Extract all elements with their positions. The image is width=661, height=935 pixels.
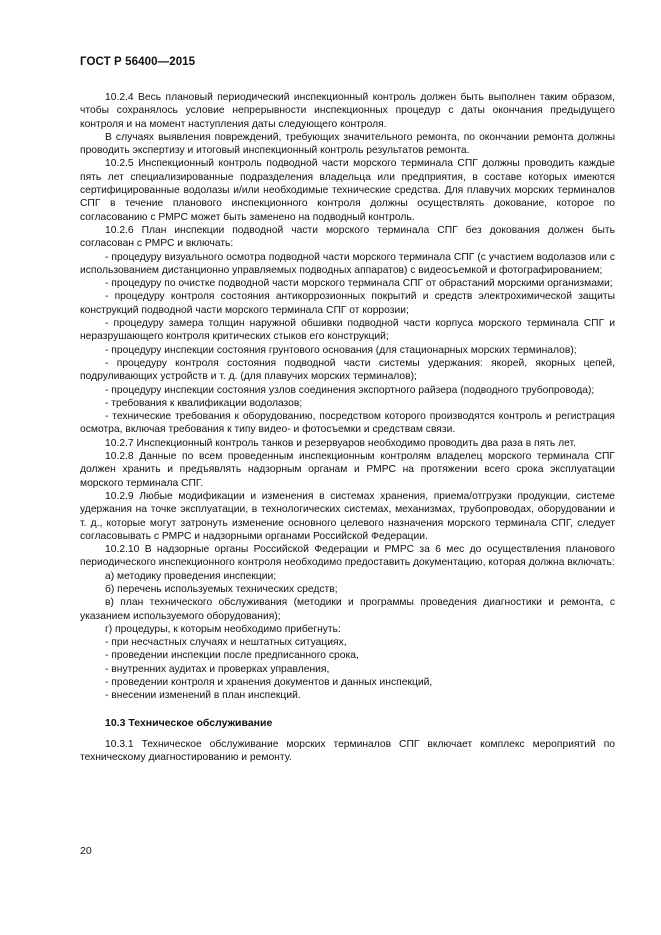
page-number: 20 [80,845,92,857]
list-item: а) методику проведения инспекции; [105,570,277,582]
document-standard-id: ГОСТ Р 56400—2015 [80,56,196,68]
list-item: - технические требования к оборудованию, посредством которого производятся контроль и регистрация осмотра, включая требования к типу видео- и фотосъемки и средствам связи. [80,411,615,436]
list-item: - процедуру замера толщин наружной обшивки подводной части корпуса морского терминала СПГ и неразрушающего контроля критических стыков его конструкций; [80,318,615,343]
paragraph-10-3-1: 10.3.1 Техническое обслуживание морских терминалов СПГ включает комплекс мероприятий по техническому диагностированию и ремонту. [80,738,615,764]
list-item: - процедуру контроля состояния подводной части системы удержания: якорей, якорных цепей, подруливающих устройств и т. д. (для плавучих морских терминалов); [80,357,615,383]
paragraph-10-2-9: 10.2.9 Любые модификации и изменения в системах хранения, приема/отгрузки продукции, системе удержания на точке эксплуатации, в технологических системах, механизмах, трубопроводах, оборудовании и т. д., которые могут затронуть изменение основного целевого назначения морского терминала СПГ, следует согласовывать с РМРС и надзорными органами Российской Федерации. [80,490,615,542]
paragraph-10-2-8: 10.2.8 Данные по всем проведенным инспекционным контролям владелец морского терминала СПГ должен хранить и предъявлять надзорным органам и РМРС на протяжении всего срока эксплуатации морского терминала СПГ. [80,451,615,489]
list-item: - внутренних аудитах и проверках управления, [105,663,330,675]
list-item: - при несчастных случаях и нештатных ситуациях, [105,637,347,649]
section-heading-10-3: 10.3 Техническое обслуживание [105,716,273,729]
paragraph-repair-expertise: В случаях выявления повреждений, требующих значительного ремонта, по окончании ремонта должны проводить экспертизу и итоговый инспекционный контроль результатов ремонта. [80,131,615,157]
list-item: б) перечень используемых технических средств; [105,583,338,595]
list-item: - процедуру контроля состояния антикоррозионных покрытий и средств электрохимической защиты конструкций подводной части морского терминала СПГ от коррозии; [80,291,615,316]
list-item: - проведении инспекции после предписанного срока, [105,650,359,662]
list-item: г) процедуры, к которым необходимо прибегнуть: [105,623,341,635]
list-item: - процедуру инспекции состояния грунтового основания (для стационарных морских терминалов); [105,344,577,356]
document-body [80,91,615,765]
list-item: в) план технического обслуживания (методики и программы проведения диагностики и ремонта, с указанием используемого оборудования); [80,597,615,622]
paragraph-10-2-10: 10.2.10 В надзорные органы Российской Федерации и РМРС за 6 мес до осуществления планового периодического инспекционного контроля необходимо предоставить документацию, которая должна включать: [80,544,615,569]
list-item: - внесении изменений в план инспекций. [105,690,301,702]
paragraph-10-2-5: 10.2.5 Инспекционный контроль подводной части морского терминала СПГ должны проводить каждые пять лет специализированные подразделения владельца или предприятия, в составе которых имеются сертифицированные водолазы и/или необходимые технические средства. Для плавучих морских терминалов СПГ в течение планового инспекционного контроля должны осуществлять докование, которое по согласованию с РМРС может быть заменено на подводный контроль. [80,158,615,223]
list-item: - проведении контроля и хранения документов и данных инспекций, [105,677,433,689]
list-item: - процедуру по очистке подводной части морского терминала СПГ от обрастаний морскими организмами; [105,278,613,290]
list-item: - процедуру визуального осмотра подводной части морского терминала СПГ (с участием водолазов или с использованием дистанционно управляемых подводных аппаратов) с видеосъемкой и фотографированием; [80,251,615,276]
paragraph-10-2-7: 10.2.7 Инспекционный контроль танков и резервуаров необходимо проводить два раза в пять лет. [105,437,576,449]
list-item: - требования к квалификации водолазов; [105,397,303,409]
paragraph-10-2-6: 10.2.6 План инспекции подводной части морского терминала СПГ без докования должен быть согласован с РМРС и включать: [80,224,615,250]
list-item: - процедуру инспекции состояния узлов соединения экспортного райзера (подводного трубопровода); [105,384,595,396]
paragraph-10-2-4: 10.2.4 Весь плановый периодический инспекционный контроль должен быть выполнен таким образом, чтобы сохранялось условие непрерывности инспекционных процедур с даты окончания предыдущего контроля и на момент наступления даты следующего контроля. [80,92,615,130]
